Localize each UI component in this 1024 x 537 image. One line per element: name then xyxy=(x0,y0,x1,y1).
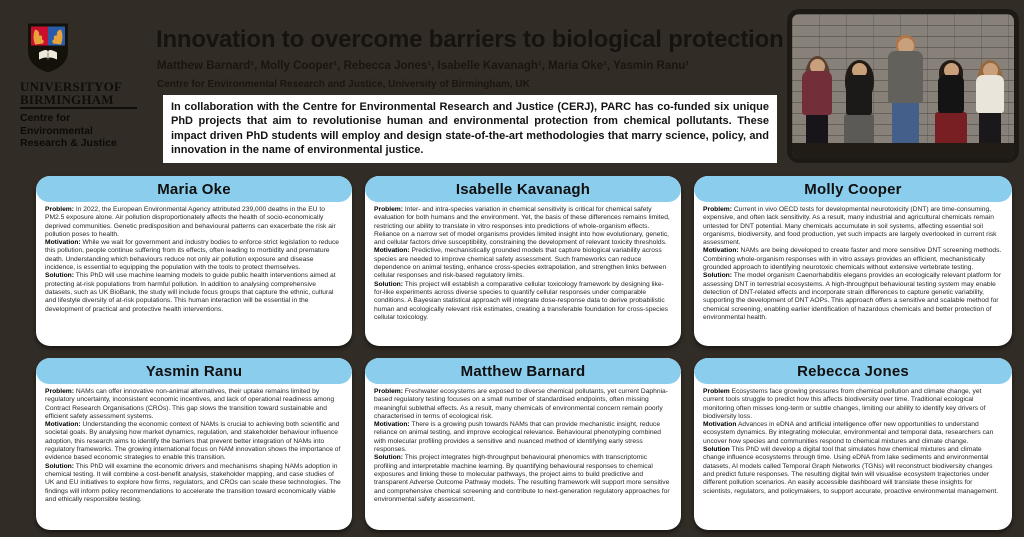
project-card-header xyxy=(694,358,1012,384)
section-label: Solution: xyxy=(374,454,403,462)
person-figure-4 xyxy=(935,63,967,148)
section-label: Motivation xyxy=(703,421,737,429)
project-section xyxy=(374,247,672,280)
section-text: This project will establish a comparative cellular toxicology framework by designing like-for-like experiments across diverse species to quantify cellular responses under comparable conditions. A Bayesian statistical approach will integrate dose-response data to derive probabilistic human and ecologically relevant risk estimates, creating a transferable foundation for cross-species cellular toxicology. xyxy=(374,280,669,321)
section-label: Problem: xyxy=(45,206,74,213)
project-description xyxy=(365,384,681,510)
poster-title: Innovation to overcome barriers to biological protection xyxy=(156,26,784,53)
section-label: Problem: xyxy=(703,206,732,213)
project-section xyxy=(703,446,1003,496)
section-text: NAMs can offer innovative non-animal alternatives, their uptake remains limited by regulatory uncertainty, inconsistent economic incentives, and lack of operational readiness among Contract Research Organisations (CROs). This gap slows the transition toward sustainable and efficient safety assessment systems. xyxy=(45,388,335,420)
section-label: Solution: xyxy=(374,280,403,288)
person-figure-3 xyxy=(888,38,923,148)
section-text: Ecosystems face growing pressures from chemical pollution and climate change, yet current tools struggle to predict how this affects biodiversity over time. Traditional ecological monitoring often misses long-term or subtle changes, limiting our ability to identify key drivers of biodiversity loss. xyxy=(703,388,986,420)
section-label: Solution xyxy=(703,446,730,454)
section-text: This PhD will use machine learning models to guide public health interventions aimed at protecting at-risk populations from harmful pollution. In addition to analysing comprehensive datasets, such as UK BioBank, the study will include focus groups that capture the ethnic, cultural and lifestyle diversity of at-risk populations. This human interaction will be essential in the development of practical and protective health interventions. xyxy=(45,272,336,313)
student-name: Rebecca Jones xyxy=(797,362,909,380)
section-text: While we wait for government and industry bodies to enforce strict legislation to reduce this pollution, people continue suffering from its effects, often leading to morbidity and premature death. Understanding which behaviours reduce not only air pollution exposure and disease incidence, is essential to equipping the population with the tools to protect themselves. xyxy=(45,239,340,272)
project-description xyxy=(36,384,352,510)
project-card-molly-cooper xyxy=(694,176,1012,346)
section-text: This PhD will examine the economic drivers and mechanisms shaping NAMs adoption in chemical testing. It will combine a cost-benefit analysis, stakeholder mapping, and case studies of UK and EU initiatives to explore how firms, regulators, and CROs can scale these technologies. The findings will inform policy recommendations to accelerate the transition toward economically viable and ethically responsible testing. xyxy=(45,462,341,503)
section-text: Freshwater ecosystems are exposed to diverse chemical pollutants, yet current Daphnia-based regulatory testing focuses on a small number of standardised endpoints, often missing meaningful sublethal effects. As a result, many chemicals of environmental concern remain poorly characterised in terms of ecological risk. xyxy=(374,388,669,420)
person-torso xyxy=(938,75,964,113)
section-text: Predictive, mechanistically grounded models that capture biological variability across species are needed to improve chemical safety assessment. Such frameworks can reduce dependence on animal testing, enhance cross-species extrapolation, and strengthen links between cellular responses and risk-based regulatory limits. xyxy=(374,247,667,280)
project-section xyxy=(703,206,1003,247)
project-card-rebecca-jones xyxy=(694,358,1012,530)
student-name: Isabelle Kavanagh xyxy=(455,180,591,198)
project-section xyxy=(703,247,1003,272)
project-description xyxy=(36,202,352,320)
section-label: Problem: xyxy=(45,388,74,395)
section-label: Problem xyxy=(703,388,730,395)
section-label: Motivation: xyxy=(374,421,410,429)
group-photo xyxy=(787,9,1019,163)
section-label: Problem: xyxy=(374,388,403,395)
project-card-header xyxy=(365,176,681,202)
section-label: Motivation: xyxy=(703,247,739,255)
project-section xyxy=(374,281,672,322)
section-text: This PhD will develop a digital tool that simulates how chemical mixtures and climate change influence ecosystems through time. Using eDNA from lake sediments and environmental datasets, AI models called Temporal Graph Networks (TGNs) will reconstruct biodiversity changes and predict future responses. The resulting digital twin will visualise ecosystem trajectories under different pollution scenarios. An easily accessible dashboard will translate these insights for scientists, regulators, and policymakers, to support accurate, proactive environmental management. xyxy=(703,446,999,495)
university-crest-icon xyxy=(27,22,69,74)
section-text: Inter- and intra-species variation in chemical sensitivity is critical for chemical safety evaluation for both humans and the environment. Yet, the basis of these differences remains limited, restricting our ability to translate in vitro responses into predictions of whole-organism effects. Reliance on a narrow set of model organisms provides limited insight into how evolutionary, genetic, and cellular factors drive susceptibility, constraining the development of relevant toxicity thresholds. xyxy=(374,206,670,247)
university-wordmark-line1: UNIVERSITYOF xyxy=(20,79,123,94)
project-description xyxy=(694,384,1012,502)
section-text: Current in vivo OECD tests for developmental neurotoxicity (DNT) are time-consuming, expensive, and often lack sensitivity. As a result, many industrial and agricultural chemicals remain untested for DNT potential. Many chemicals accumulate in soil systems, affecting essential soil organisms, biodiversity, and food production, yet such impacts are largely overlooked in current risk assessment. xyxy=(703,206,997,247)
project-description xyxy=(365,202,681,328)
projects-grid xyxy=(36,176,1012,530)
project-description xyxy=(694,202,1012,328)
project-card-matthew-barnard xyxy=(365,358,681,530)
project-section xyxy=(374,388,672,421)
project-section xyxy=(374,421,672,454)
person-torso xyxy=(802,71,832,115)
project-card-header xyxy=(36,358,352,384)
intro-abstract: In collaboration with the Centre for Environmental Research and Justice (CERJ), PARC has co-funded six unique PhD projects that aim to revolutionise human and environmental protection from chemical pollutants. These impact driven PhD students will employ and design state-of-the-art methodologies that marry science, policy, and innovation in the name of environmental justice. xyxy=(163,95,777,163)
project-card-yasmin-ranu xyxy=(36,358,352,530)
student-name: Maria Oke xyxy=(157,180,231,198)
section-text: Understanding the economic context of NAMs is crucial to achieving both scientific and societal goals. By analysing how market dynamics, regulation, and stakeholder behaviour influence adoption, this research aims to identify the barriers that prevent better integration of NAMs into regulatory frameworks. The growing international focus on NAM innovation shows the importance of evidence based economic strategies to enable this transition. xyxy=(45,421,341,462)
project-card-maria-oke xyxy=(36,176,352,346)
project-section xyxy=(703,388,1003,421)
project-section xyxy=(703,272,1003,322)
person-figure-2 xyxy=(844,63,874,148)
person-torso xyxy=(888,51,923,103)
person-torso xyxy=(846,75,872,115)
section-text: The model organism Caenorhabditis elegans provides an ecologically relevant platform for assessing DNT in terrestrial ecosystems. A high-throughput behavioural testing system may enable detection of DNT-related effects and incorporate strain differences to capture genetic variability, supporting the development of DNT AOPs. This approach offers a sensitive and scalable method for chemical screening, enabling earlier identification of hazardous chemicals and better protection of environmental health. xyxy=(703,272,1002,321)
centre-name-line1: Centre for xyxy=(20,112,71,124)
project-section xyxy=(703,421,1003,446)
person-figure-5 xyxy=(976,63,1004,148)
project-section xyxy=(45,272,343,313)
project-card-isabelle-kavanagh xyxy=(365,176,681,346)
project-section xyxy=(45,421,343,462)
centre-name xyxy=(20,112,117,150)
university-wordmark xyxy=(20,80,152,107)
centre-name-line2: Environmental xyxy=(20,124,93,137)
section-label: Solution: xyxy=(45,272,74,280)
person-torso xyxy=(976,75,1004,113)
section-label: Solution: xyxy=(45,462,74,470)
project-card-header xyxy=(694,176,1012,202)
project-section xyxy=(374,206,672,247)
student-name: Matthew Barnard xyxy=(460,362,586,380)
university-wordmark-line2: BIRMINGHAM xyxy=(20,92,114,108)
section-label: Motivation: xyxy=(45,239,81,247)
section-text: In 2022, the European Environmental Agency attributed 239,000 deaths in the EU to PM2.5 exposure alone. Air pollution disproportionately affects the health of socio-economically deprived communities. Genetic predisposition and behavioural patterns can exacerbate the risk air pollution poses to health. xyxy=(45,206,336,238)
project-section xyxy=(45,206,343,239)
project-section xyxy=(45,239,343,272)
logo-divider xyxy=(20,107,137,109)
section-text: This project integrates high-throughput behavioural phenomics with transcriptomic profiling and interpretable machine learning. By quantifying behavioural responses to chemical exposures and linking these to molecular pathways, the project aims to build predictive and transparent Adverse Outcome Pathway models. The resulting framework will support more sensitive and comprehensive chemical screening and contribute to next-generation regulatory approaches for environmental safety assessment. xyxy=(374,454,670,503)
project-section xyxy=(374,454,672,504)
project-section xyxy=(45,388,343,421)
section-text: NAMs are being developed to create faster and more sensitive DNT screening methods. Combining whole-organism responses with in vitro assays provides an efficient, mechanistically grounded approach to identifying neurotoxic chemicals without extensive vertebrate testing. xyxy=(703,247,1002,272)
project-card-header xyxy=(365,358,681,384)
student-name: Molly Cooper xyxy=(804,180,902,198)
project-section xyxy=(45,463,343,504)
photo-floor xyxy=(792,143,1014,158)
section-label: Motivation: xyxy=(45,421,81,429)
section-label: Solution: xyxy=(703,272,732,280)
person-legs xyxy=(892,102,919,148)
affiliation-line: Centre for Environmental Research and Justice, University of Birmingham, UK xyxy=(157,79,530,90)
student-name: Yasmin Ranu xyxy=(145,362,243,380)
section-text: There is a growing push towards NAMs that can provide mechanistic insight, reduce reliance on animal testing, and improve ecological relevance. Behavioural phenotyping combined with molecular profiling provides a sensitive and nuanced method of identifying early stress responses. xyxy=(374,421,661,454)
section-label: Motivation: xyxy=(374,247,410,255)
section-label: Problem: xyxy=(374,206,403,213)
centre-name-line3: Research & Justice xyxy=(20,137,117,150)
person-figure-1 xyxy=(802,59,832,148)
section-text: Advances in eDNA and artificial intelligence offer new opportunities to understand ecosystem dynamics. By integrating molecular, environmental and temporal data, researchers can uncover how species and communities respond to chemical mixtures and climate change. xyxy=(703,421,994,445)
project-card-header xyxy=(36,176,352,202)
authors-line: Matthew Barnard¹, Molly Cooper¹, Rebecca Jones¹, Isabelle Kavanagh¹, Maria Oke¹, Yasmin Ranu¹ xyxy=(157,60,690,72)
